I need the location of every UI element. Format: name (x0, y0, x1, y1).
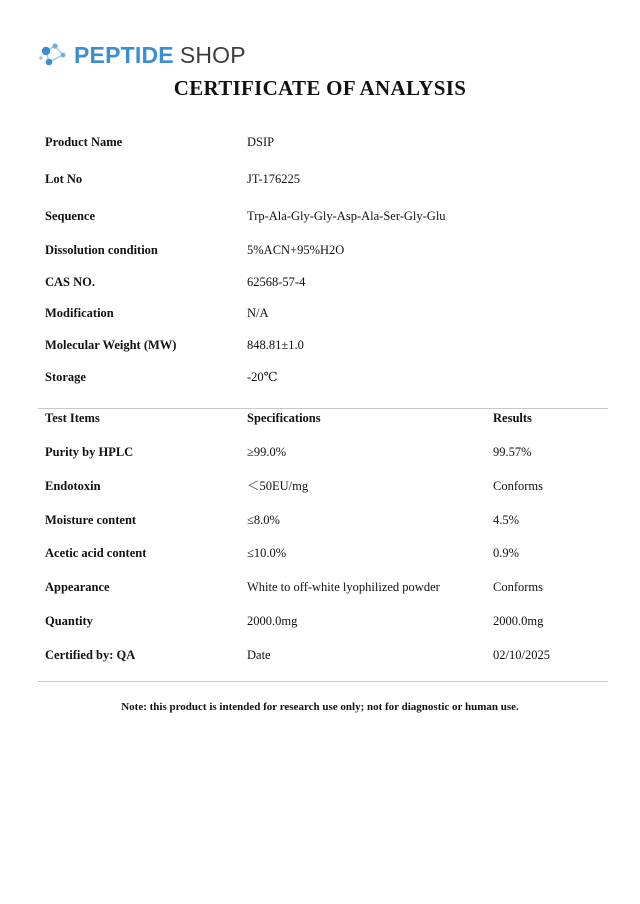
header-test-items: Test Items (45, 411, 100, 425)
info-row-modification (0, 303, 640, 323)
table-row (0, 577, 640, 597)
test-result: 4.5% (493, 513, 520, 527)
test-result: Conforms (493, 580, 543, 594)
table-bottom-divider (38, 681, 608, 682)
info-label: Storage (45, 370, 86, 384)
brand-name-bold: PEPTIDE (74, 42, 174, 68)
info-row-product-name (0, 132, 640, 152)
info-value: -20℃ (247, 370, 278, 384)
table-row (0, 611, 640, 631)
info-label: Product Name (45, 135, 123, 149)
test-result: 99.57% (493, 445, 532, 459)
table-row (0, 476, 640, 496)
test-result: 0.9% (493, 546, 520, 560)
info-label: Lot No (45, 172, 83, 186)
test-result: 2000.0mg (493, 614, 544, 628)
info-value: DSIP (247, 135, 275, 149)
info-row-cas-no (0, 272, 640, 292)
brand-name-light: SHOP (179, 42, 246, 68)
test-item: Purity by HPLC (45, 445, 134, 459)
certified-by: Certified by: QA (45, 648, 136, 662)
test-table-header (0, 408, 640, 428)
test-result: Conforms (493, 479, 543, 493)
test-spec: ≤10.0% (247, 546, 287, 560)
molecule-icon (38, 40, 68, 70)
header-results: Results (493, 411, 532, 425)
certified-date: 02/10/2025 (493, 648, 550, 662)
test-spec: White to off-white lyophilized powder (247, 580, 440, 594)
test-spec: 2000.0mg (247, 614, 298, 628)
test-item: Quantity (45, 614, 93, 628)
info-label: Molecular Weight (MW) (45, 338, 177, 352)
brand-name (74, 40, 246, 70)
info-row-storage (0, 367, 640, 387)
table-row-certified (0, 645, 640, 665)
test-item: Acetic acid content (45, 546, 147, 560)
research-use-note: Note: this product is intended for research use only; not for diagnostic or human use. (121, 701, 519, 713)
info-value: 5%ACN+95%H2O (247, 243, 345, 257)
test-spec: ＜50EU/mg (247, 479, 309, 493)
info-value: Trp-Ala-Gly-Gly-Asp-Ala-Ser-Gly-Glu (247, 209, 446, 223)
header-specifications: Specifications (247, 411, 321, 425)
test-spec: ≥99.0% (247, 445, 287, 459)
info-value: 62568-57-4 (247, 275, 306, 289)
info-label: Dissolution condition (45, 243, 158, 257)
table-row (0, 543, 640, 563)
info-row-sequence (0, 206, 640, 226)
info-label: CAS NO. (45, 275, 96, 289)
test-spec: ≤8.0% (247, 513, 280, 527)
table-row (0, 442, 640, 462)
table-row (0, 510, 640, 530)
date-label: Date (247, 648, 271, 662)
test-item: Appearance (45, 580, 110, 594)
test-item: Endotoxin (45, 479, 101, 493)
info-label: Sequence (45, 209, 95, 223)
test-item: Moisture content (45, 513, 137, 527)
info-value: 848.81±1.0 (247, 338, 304, 352)
info-value: N/A (247, 306, 269, 320)
info-value: JT-176225 (247, 172, 301, 186)
info-row-dissolution (0, 240, 640, 260)
document-title: CERTIFICATE OF ANALYSIS (173, 76, 467, 100)
info-row-lot-no (0, 169, 640, 189)
brand-logo (38, 40, 246, 70)
info-row-molecular-weight (0, 335, 640, 355)
info-label: Modification (45, 306, 114, 320)
